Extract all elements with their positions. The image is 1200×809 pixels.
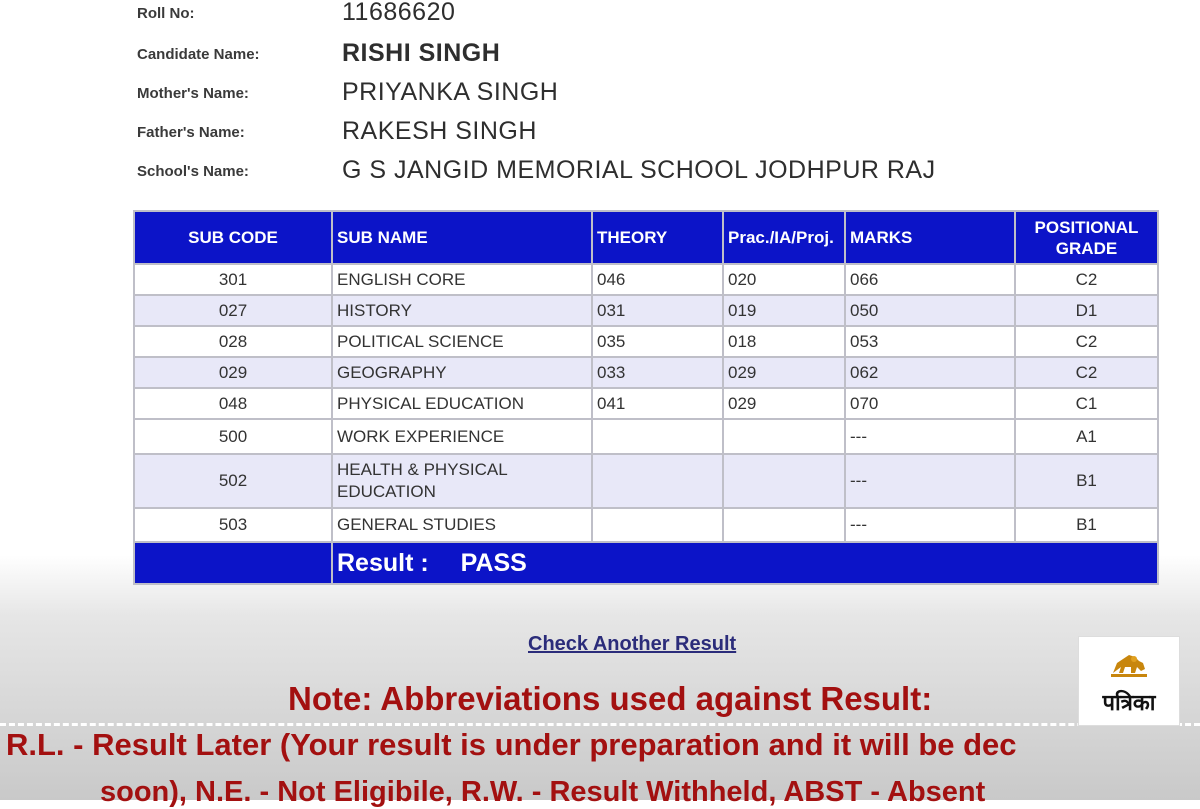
result-cell [332,542,1158,584]
sub-code-cell: 502 [134,454,332,508]
note-line-1: R.L. - Result Later (Your result is under preparation and it will be dec [6,727,1017,762]
sub-name-cell: HEALTH & PHYSICAL EDUCATION [332,454,592,508]
table-row [134,264,1158,295]
sub-code-cell: 029 [134,357,332,388]
grade-cell: C2 [1015,264,1158,295]
father-name-value: RAKESH SINGH [342,117,537,145]
marks-cell: 062 [845,357,1015,388]
grade-cell: D1 [1015,295,1158,326]
roll-row [137,0,1137,37]
note-line-2: soon), N.E. - Not Eligibile, R.W. - Result Withheld, ABST - Absent [100,776,986,808]
sub-name-cell: GENERAL STUDIES [332,508,592,542]
mother-name-value: PRIYANKA SINGH [342,78,559,106]
header-prac: Prac./IA/Proj. [723,211,845,264]
candidate-details [137,0,1137,195]
theory-cell [592,419,723,454]
prac-cell: 029 [723,388,845,419]
roll-label: Roll No: [137,5,195,22]
marks-cell: 050 [845,295,1015,326]
mother-name-row [137,78,1137,117]
table-row [134,454,1158,508]
sub-code-cell: 048 [134,388,332,419]
note-title: Note: Abbreviations used against Result: [288,680,933,717]
school-name-row [137,156,1137,195]
father-name-label: Father's Name: [137,124,245,141]
table-row [134,508,1158,542]
table-row [134,357,1158,388]
result-label: Result : [337,548,429,577]
grade-cell: B1 [1015,454,1158,508]
theory-cell [592,508,723,542]
grade-cell: C1 [1015,388,1158,419]
patrika-logo [1078,636,1180,726]
divider [0,723,1200,726]
sub-name-cell: HISTORY [332,295,592,326]
table-row [134,419,1158,454]
prac-cell: 018 [723,326,845,357]
table-row [134,326,1158,357]
background-shade [0,555,1200,800]
header-grade: POSITIONAL GRADE [1015,211,1158,264]
header-theory: THEORY [592,211,723,264]
marks-cell: --- [845,454,1015,508]
prac-cell [723,508,845,542]
sub-code-cell: 028 [134,326,332,357]
prac-cell: 020 [723,264,845,295]
result-spacer-cell [134,542,332,584]
school-name-value: G S JANGID MEMORIAL SCHOOL JODHPUR RAJ [342,156,936,184]
header-sub-name: SUB NAME [332,211,592,264]
marks-cell: 066 [845,264,1015,295]
marks-cell: --- [845,419,1015,454]
theory-cell [592,454,723,508]
prac-cell: 019 [723,295,845,326]
mother-name-label: Mother's Name: [137,85,249,102]
sub-code-cell: 027 [134,295,332,326]
grade-cell: C2 [1015,357,1158,388]
theory-cell: 033 [592,357,723,388]
header-sub-code: SUB CODE [134,211,332,264]
marks-table [133,210,1159,585]
sub-code-cell: 503 [134,508,332,542]
table-row [134,295,1158,326]
sub-name-cell: POLITICAL SCIENCE [332,326,592,357]
sub-code-cell: 500 [134,419,332,454]
theory-cell: 041 [592,388,723,419]
roll-value: 11686620 [342,0,456,26]
result-value: PASS [460,548,527,577]
candidate-name-value: RISHI SINGH [342,39,501,67]
sub-name-cell: PHYSICAL EDUCATION [332,388,592,419]
sub-name-cell: GEOGRAPHY [332,357,592,388]
result-row [134,542,1158,584]
prac-cell [723,419,845,454]
father-name-row [137,117,1137,156]
marks-cell: 070 [845,388,1015,419]
header-marks: MARKS [845,211,1015,264]
candidate-name-label: Candidate Name: [137,46,260,63]
prac-cell [723,454,845,508]
sub-code-cell: 301 [134,264,332,295]
grade-cell: C2 [1015,326,1158,357]
marks-cell: 053 [845,326,1015,357]
marks-cell: --- [845,508,1015,542]
theory-cell: 031 [592,295,723,326]
theory-cell: 035 [592,326,723,357]
school-name-label: School's Name: [137,163,249,180]
sub-name-cell: WORK EXPERIENCE [332,419,592,454]
table-row [134,388,1158,419]
prac-cell: 029 [723,357,845,388]
sub-name-cell: ENGLISH CORE [332,264,592,295]
grade-cell: B1 [1015,508,1158,542]
grade-cell: A1 [1015,419,1158,454]
check-another-result-link[interactable]: Check Another Result [528,633,737,655]
theory-cell: 046 [592,264,723,295]
logo-text: पत्रिका [1102,690,1156,715]
candidate-name-row [137,39,1137,78]
table-header-row [134,211,1158,264]
lion-emblem-icon [1109,649,1149,684]
